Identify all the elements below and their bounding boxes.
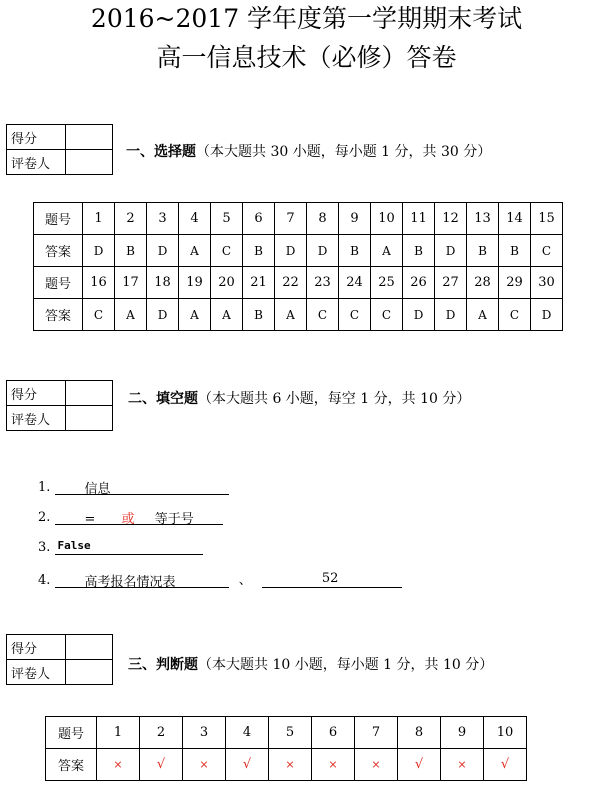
score-label: 得分 [7, 635, 66, 660]
question-number-cell: 4 [226, 717, 269, 749]
answer-cell: C [211, 235, 243, 267]
answer-cell: D [403, 299, 435, 331]
question-number-cell: 1 [97, 717, 140, 749]
question-number-cell: 6 [243, 203, 275, 235]
fill-item-2 [38, 508, 223, 525]
grader-label: 评卷人 [7, 406, 66, 431]
section1-note: （本大题共 30 小题，每小题 1 分，共 30 分） [196, 144, 492, 160]
question-number-cell: 25 [371, 267, 403, 299]
score-box-1 [6, 124, 113, 175]
fill-answer-b: 52 [321, 571, 339, 586]
fill-item-1 [38, 478, 229, 495]
fill-answer-b: 等于号 [154, 512, 194, 527]
question-number-cell: 30 [531, 267, 563, 299]
question-number-cell: 5 [211, 203, 243, 235]
question-number-cell: 7 [355, 717, 398, 749]
answer-cell: B [243, 299, 275, 331]
answer-cell: C [83, 299, 115, 331]
cross-mark-cell: × [312, 749, 355, 781]
fill-answer-line[interactable] [55, 478, 229, 495]
fill-answer: False [57, 539, 91, 552]
check-mark-cell: √ [484, 749, 527, 781]
cross-mark-cell: × [269, 749, 312, 781]
question-number-cell: 15 [531, 203, 563, 235]
choice-answer-table [33, 202, 563, 331]
question-number-cell: 21 [243, 267, 275, 299]
row-label-answer: 答案 [46, 749, 97, 781]
question-number-cell: 10 [484, 717, 527, 749]
fill-item-num: 1. [38, 480, 51, 495]
grader-cell[interactable] [66, 660, 113, 685]
answer-cell: A [179, 299, 211, 331]
score-box-2 [6, 380, 113, 431]
fill-item-4 [38, 569, 402, 588]
question-number-cell: 19 [179, 267, 211, 299]
answer-cell: B [467, 235, 499, 267]
question-number-cell: 5 [269, 717, 312, 749]
cross-mark-cell: × [183, 749, 226, 781]
question-number-cell: 14 [499, 203, 531, 235]
section2-heading: 二、填空题 [128, 391, 198, 407]
answer-cell: B [403, 235, 435, 267]
answer-cell: B [115, 235, 147, 267]
grader-cell[interactable] [66, 150, 113, 175]
check-mark-cell: √ [398, 749, 441, 781]
answer-cell: B [243, 235, 275, 267]
question-number-cell: 13 [467, 203, 499, 235]
question-number-cell: 27 [435, 267, 467, 299]
fill-answer-line[interactable] [55, 508, 223, 525]
question-number-cell: 6 [312, 717, 355, 749]
fill-answer-a: = [84, 512, 96, 527]
answer-cell: D [307, 235, 339, 267]
question-number-cell: 18 [147, 267, 179, 299]
question-number-cell: 9 [339, 203, 371, 235]
answer-row [34, 299, 563, 331]
fill-item-num: 2. [38, 510, 51, 525]
question-number-cell: 11 [403, 203, 435, 235]
question-number-cell: 2 [140, 717, 183, 749]
answer-cell: A [371, 235, 403, 267]
question-number-cell: 2 [115, 203, 147, 235]
question-number-cell: 3 [147, 203, 179, 235]
answer-sheet-title: 高一信息技术（必修）答卷 [156, 43, 457, 72]
answer-row [34, 235, 563, 267]
fill-item-num: 4. [38, 573, 51, 588]
section3-note: （本大题共 10 小题，每小题 1 分，共 10 分） [198, 657, 494, 673]
answer-cell: D [147, 299, 179, 331]
section2-header [128, 388, 470, 408]
answer-cell: D [83, 235, 115, 267]
question-number-cell: 17 [115, 267, 147, 299]
answer-cell: D [147, 235, 179, 267]
fill-separator: 、 [238, 573, 252, 588]
answer-cell: A [115, 299, 147, 331]
answer-cell: B [339, 235, 371, 267]
fill-answer-or: 或 [121, 512, 135, 527]
question-number-cell: 29 [499, 267, 531, 299]
fill-answer-a: 高考报名情况表 [84, 575, 176, 590]
score-cell[interactable] [66, 125, 113, 150]
answer-cell: A [467, 299, 499, 331]
question-number-cell: 24 [339, 267, 371, 299]
cross-mark-cell: × [355, 749, 398, 781]
question-number-cell: 26 [403, 267, 435, 299]
answer-cell: A [275, 299, 307, 331]
answer-cell: D [435, 235, 467, 267]
exam-title: 2016~2017 学年度第一学期期末考试 [90, 4, 523, 33]
answer-cell: C [339, 299, 371, 331]
score-cell[interactable] [66, 635, 113, 660]
grader-label: 评卷人 [7, 660, 66, 685]
question-number-cell: 22 [275, 267, 307, 299]
question-number-cell: 12 [435, 203, 467, 235]
question-number-cell: 28 [467, 267, 499, 299]
answer-cell: D [435, 299, 467, 331]
score-cell[interactable] [66, 381, 113, 406]
section1-heading: 一、选择题 [126, 144, 196, 160]
section2-note: （本大题共 6 小题，每空 1 分，共 10 分） [198, 391, 471, 407]
row-label-answer: 答案 [34, 235, 83, 267]
answer-cell: D [275, 235, 307, 267]
question-number-cell: 23 [307, 267, 339, 299]
fill-item-3 [38, 538, 203, 555]
row-label-question: 题号 [34, 203, 83, 235]
answer-cell: A [179, 235, 211, 267]
grader-label: 评卷人 [7, 150, 66, 175]
answer-cell: C [307, 299, 339, 331]
question-number-row [34, 203, 563, 235]
judge-answer-table [45, 716, 527, 781]
answer-cell: C [499, 299, 531, 331]
answer-row [46, 749, 527, 781]
cross-mark-cell: × [441, 749, 484, 781]
fill-answer-line[interactable] [55, 538, 203, 555]
check-mark-cell: √ [140, 749, 183, 781]
fill-answer: 信息 [84, 482, 111, 497]
answer-cell: C [371, 299, 403, 331]
question-number-cell: 8 [398, 717, 441, 749]
fill-answer-line-a[interactable] [55, 571, 229, 588]
row-label-question: 题号 [46, 717, 97, 749]
row-label-question: 题号 [34, 267, 83, 299]
question-number-cell: 9 [441, 717, 484, 749]
question-number-cell: 4 [179, 203, 211, 235]
question-number-cell: 10 [371, 203, 403, 235]
answer-cell: C [531, 235, 563, 267]
section1-header [126, 141, 491, 161]
score-label: 得分 [7, 381, 66, 406]
question-number-cell: 1 [83, 203, 115, 235]
fill-answer-line-b[interactable] [262, 571, 402, 588]
row-label-answer: 答案 [34, 299, 83, 331]
question-number-cell: 3 [183, 717, 226, 749]
fill-item-num: 3. [38, 540, 51, 555]
answer-cell: D [531, 299, 563, 331]
question-number-cell: 8 [307, 203, 339, 235]
score-label: 得分 [7, 125, 66, 150]
section3-header [128, 654, 493, 674]
question-number-row [46, 717, 527, 749]
check-mark-cell: √ [226, 749, 269, 781]
section3-heading: 三、判断题 [128, 657, 198, 673]
answer-cell: B [499, 235, 531, 267]
answer-cell: A [211, 299, 243, 331]
question-number-cell: 7 [275, 203, 307, 235]
score-box-3 [6, 634, 113, 685]
grader-cell[interactable] [66, 406, 113, 431]
question-number-row [34, 267, 563, 299]
question-number-cell: 20 [211, 267, 243, 299]
cross-mark-cell: × [97, 749, 140, 781]
question-number-cell: 16 [83, 267, 115, 299]
